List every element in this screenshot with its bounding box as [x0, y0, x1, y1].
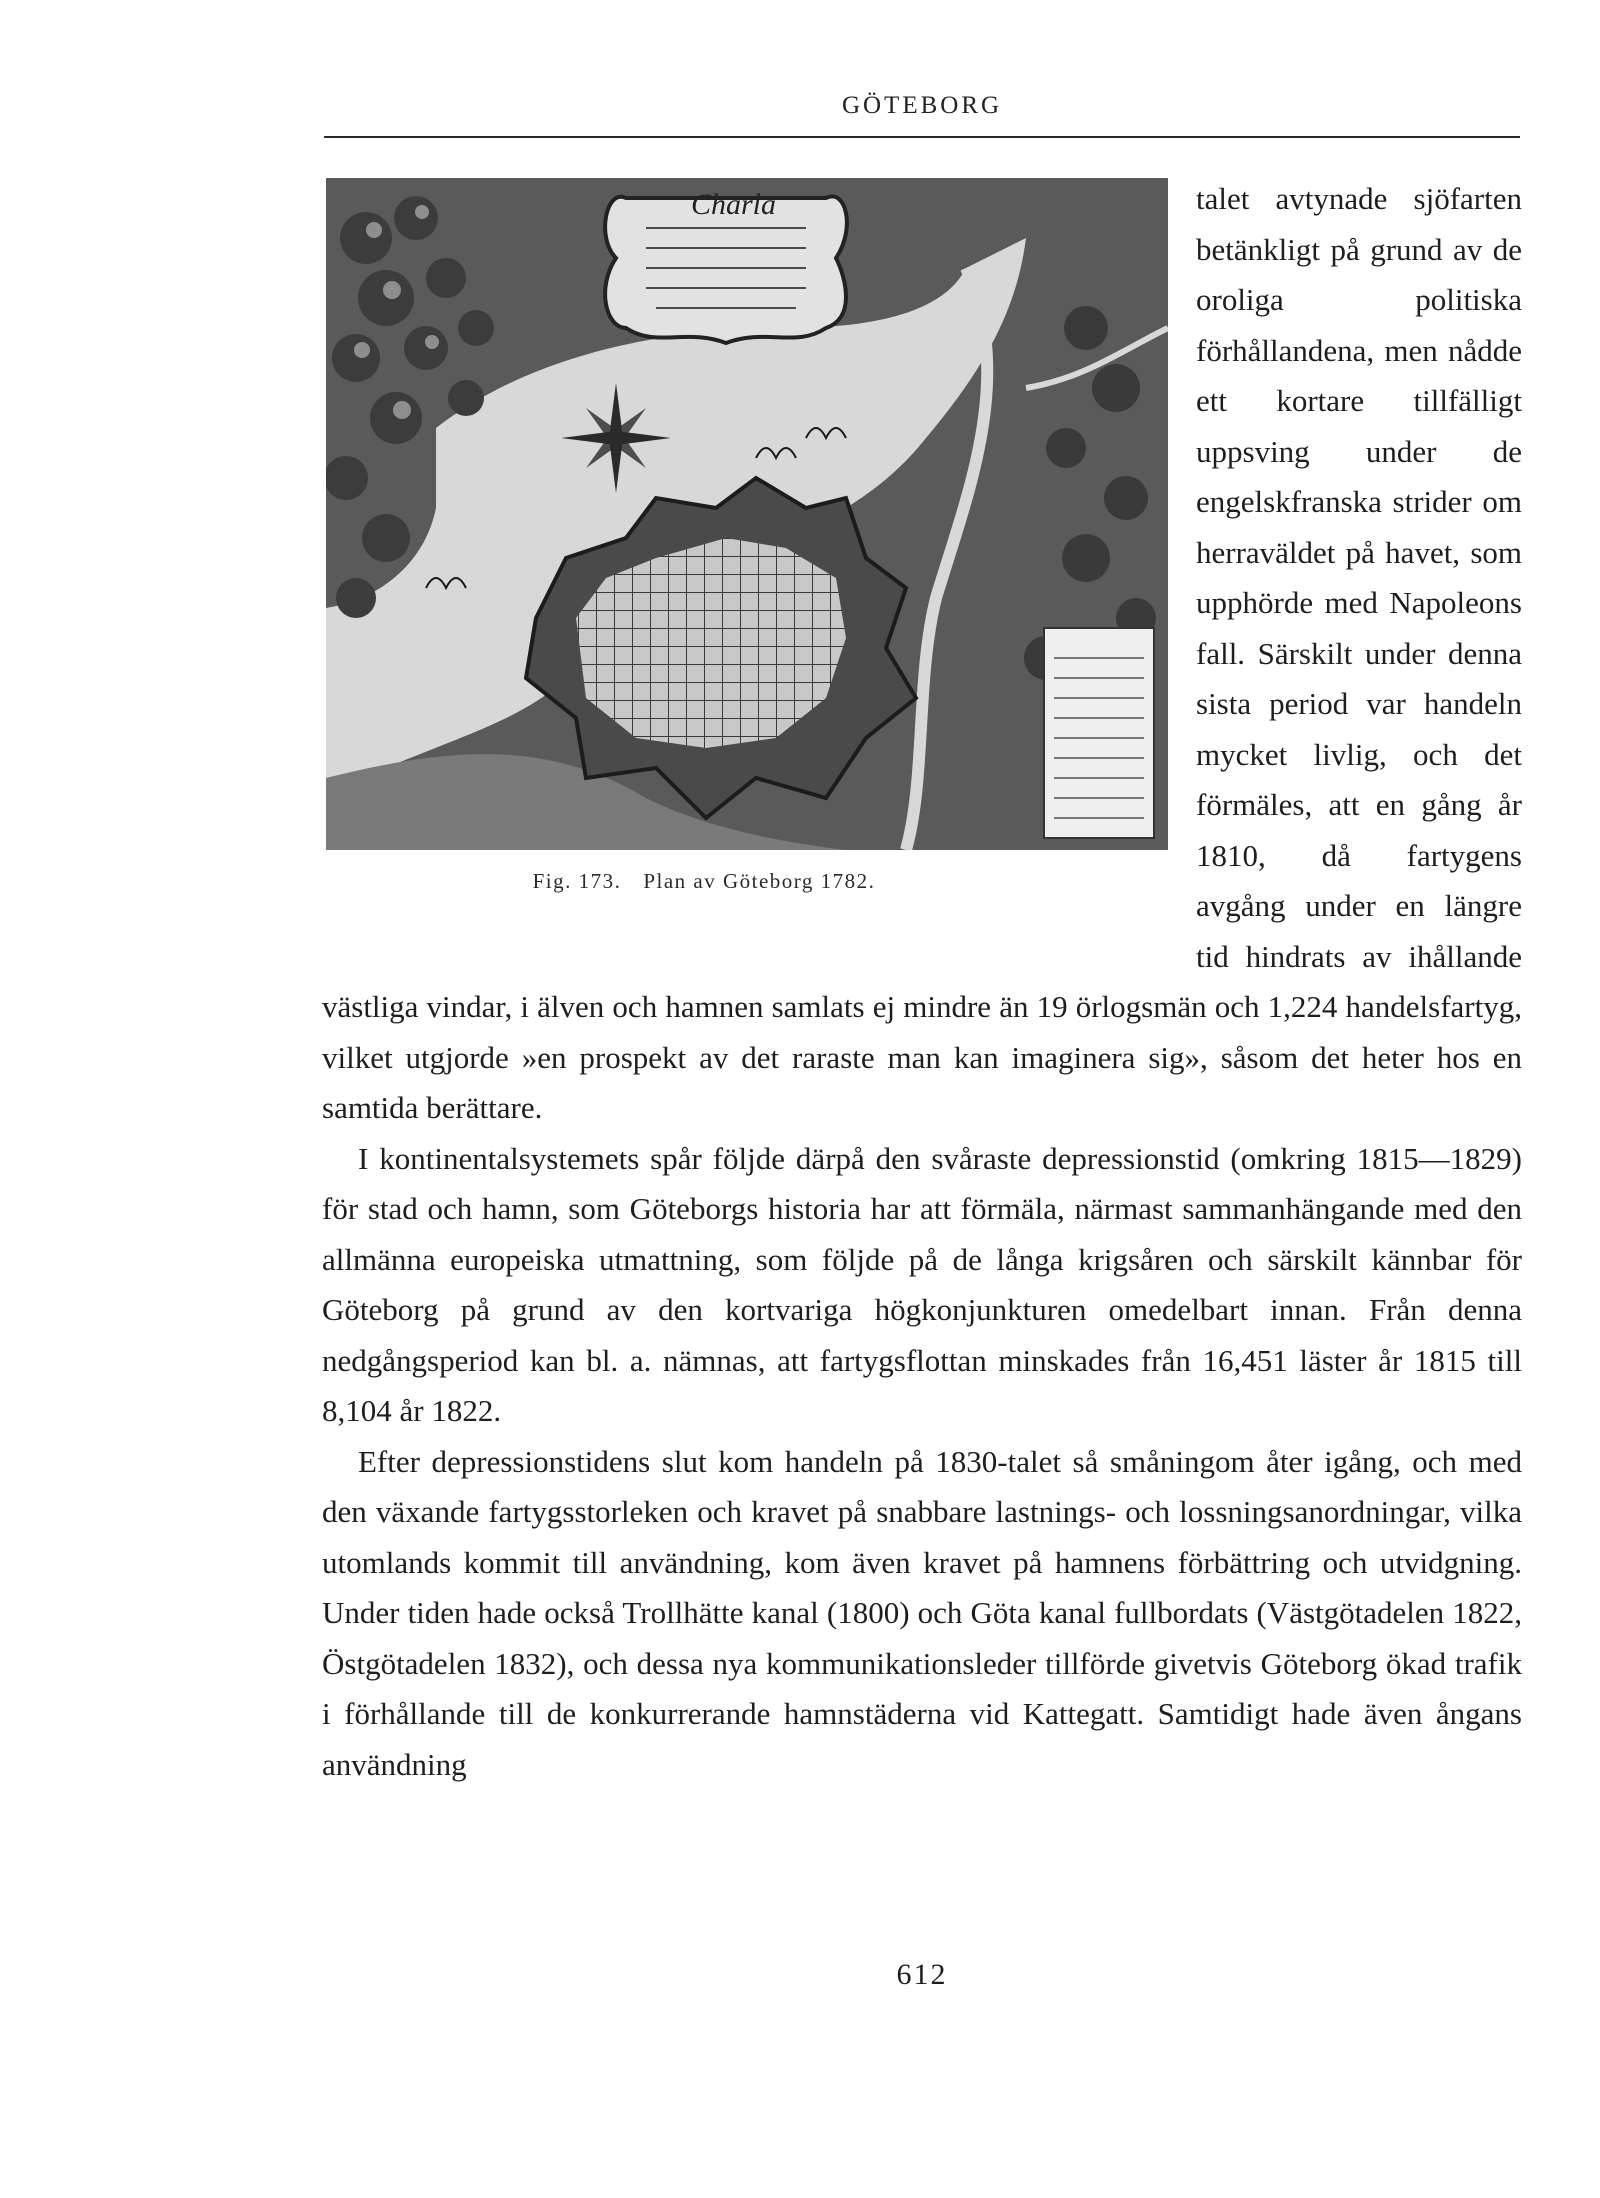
paragraph-1: talet avtynade sjöfarten betänkligt på grund av de oroliga politiska förhållandena, men nådde ett kortare tillfälligt uppsving under de engelskfranska strider om herraväldet på havet, som upphörde med Napoleons fall. Särskilt under denna sista period var handeln mycket livlig, och det förmäles, att en gång år 1810, då fartygens avgång under en längre tid hindrats av ihållande västliga vindar, i älven och hamnen samlats ej mindre än 19 örlogsmän och 1,224 handelsfartyg, vilket utgjorde »en prospekt av det raraste man kan imaginera sig», såsom det heter hos en samtida berättare. — [322, 181, 1522, 1125]
figure-caption — [324, 866, 1084, 896]
caption-text: Plan av Göteborg 1782. — [643, 869, 876, 893]
paragraph-3: Efter depressionstidens slut kom handeln på 1830-talet så småningom åter igång, och med den växande fartygsstorleken och kravet på snabbare lastnings- och lossningsanordningar, vilka utomlands kommit till användning, kom även kravet på hamnens förbättring och utvidgning. Under tiden hade också Trollhätte kanal (1800) och Göta kanal fullbordats (Västgötadelen 1822, Östgötadelen 1832), och dessa nya kommunikationsleder tillförde givetvis Göteborg ökad trafik i förhållande till de konkurrerande hamnstäderna vid Kattegatt. Samtidigt hade även ångans användning — [322, 1443, 1522, 1782]
paragraph-2: I kontinentalsystemets spår följde därpå den svåraste depressionstid (omkring 1815—1829) för stad och hamn, som Göteborgs historia har att förmäla, närmast sammanhängande med den allmänna europeiska utmattning, som följde på de långa krigsåren och särskilt kännbar för Göteborg på grund av den kortvariga högkonjunkturen omedelbart innan. Från denna nedgångsperiod kan bl. a. nämnas, att fartygsflottan minskades från 16,451 läster år 1815 till 8,104 år 1822. — [322, 1140, 1522, 1428]
running-head: GÖTEBORG — [841, 92, 1003, 119]
header-rule — [324, 136, 1520, 138]
page-number: 612 — [896, 1958, 948, 1991]
map-image — [326, 178, 1168, 850]
body-text — [322, 174, 1522, 1790]
caption-number: Fig. 173. — [532, 869, 622, 893]
figure-173 — [324, 178, 1166, 936]
svg-text:Charla: Charla — [691, 188, 777, 221]
